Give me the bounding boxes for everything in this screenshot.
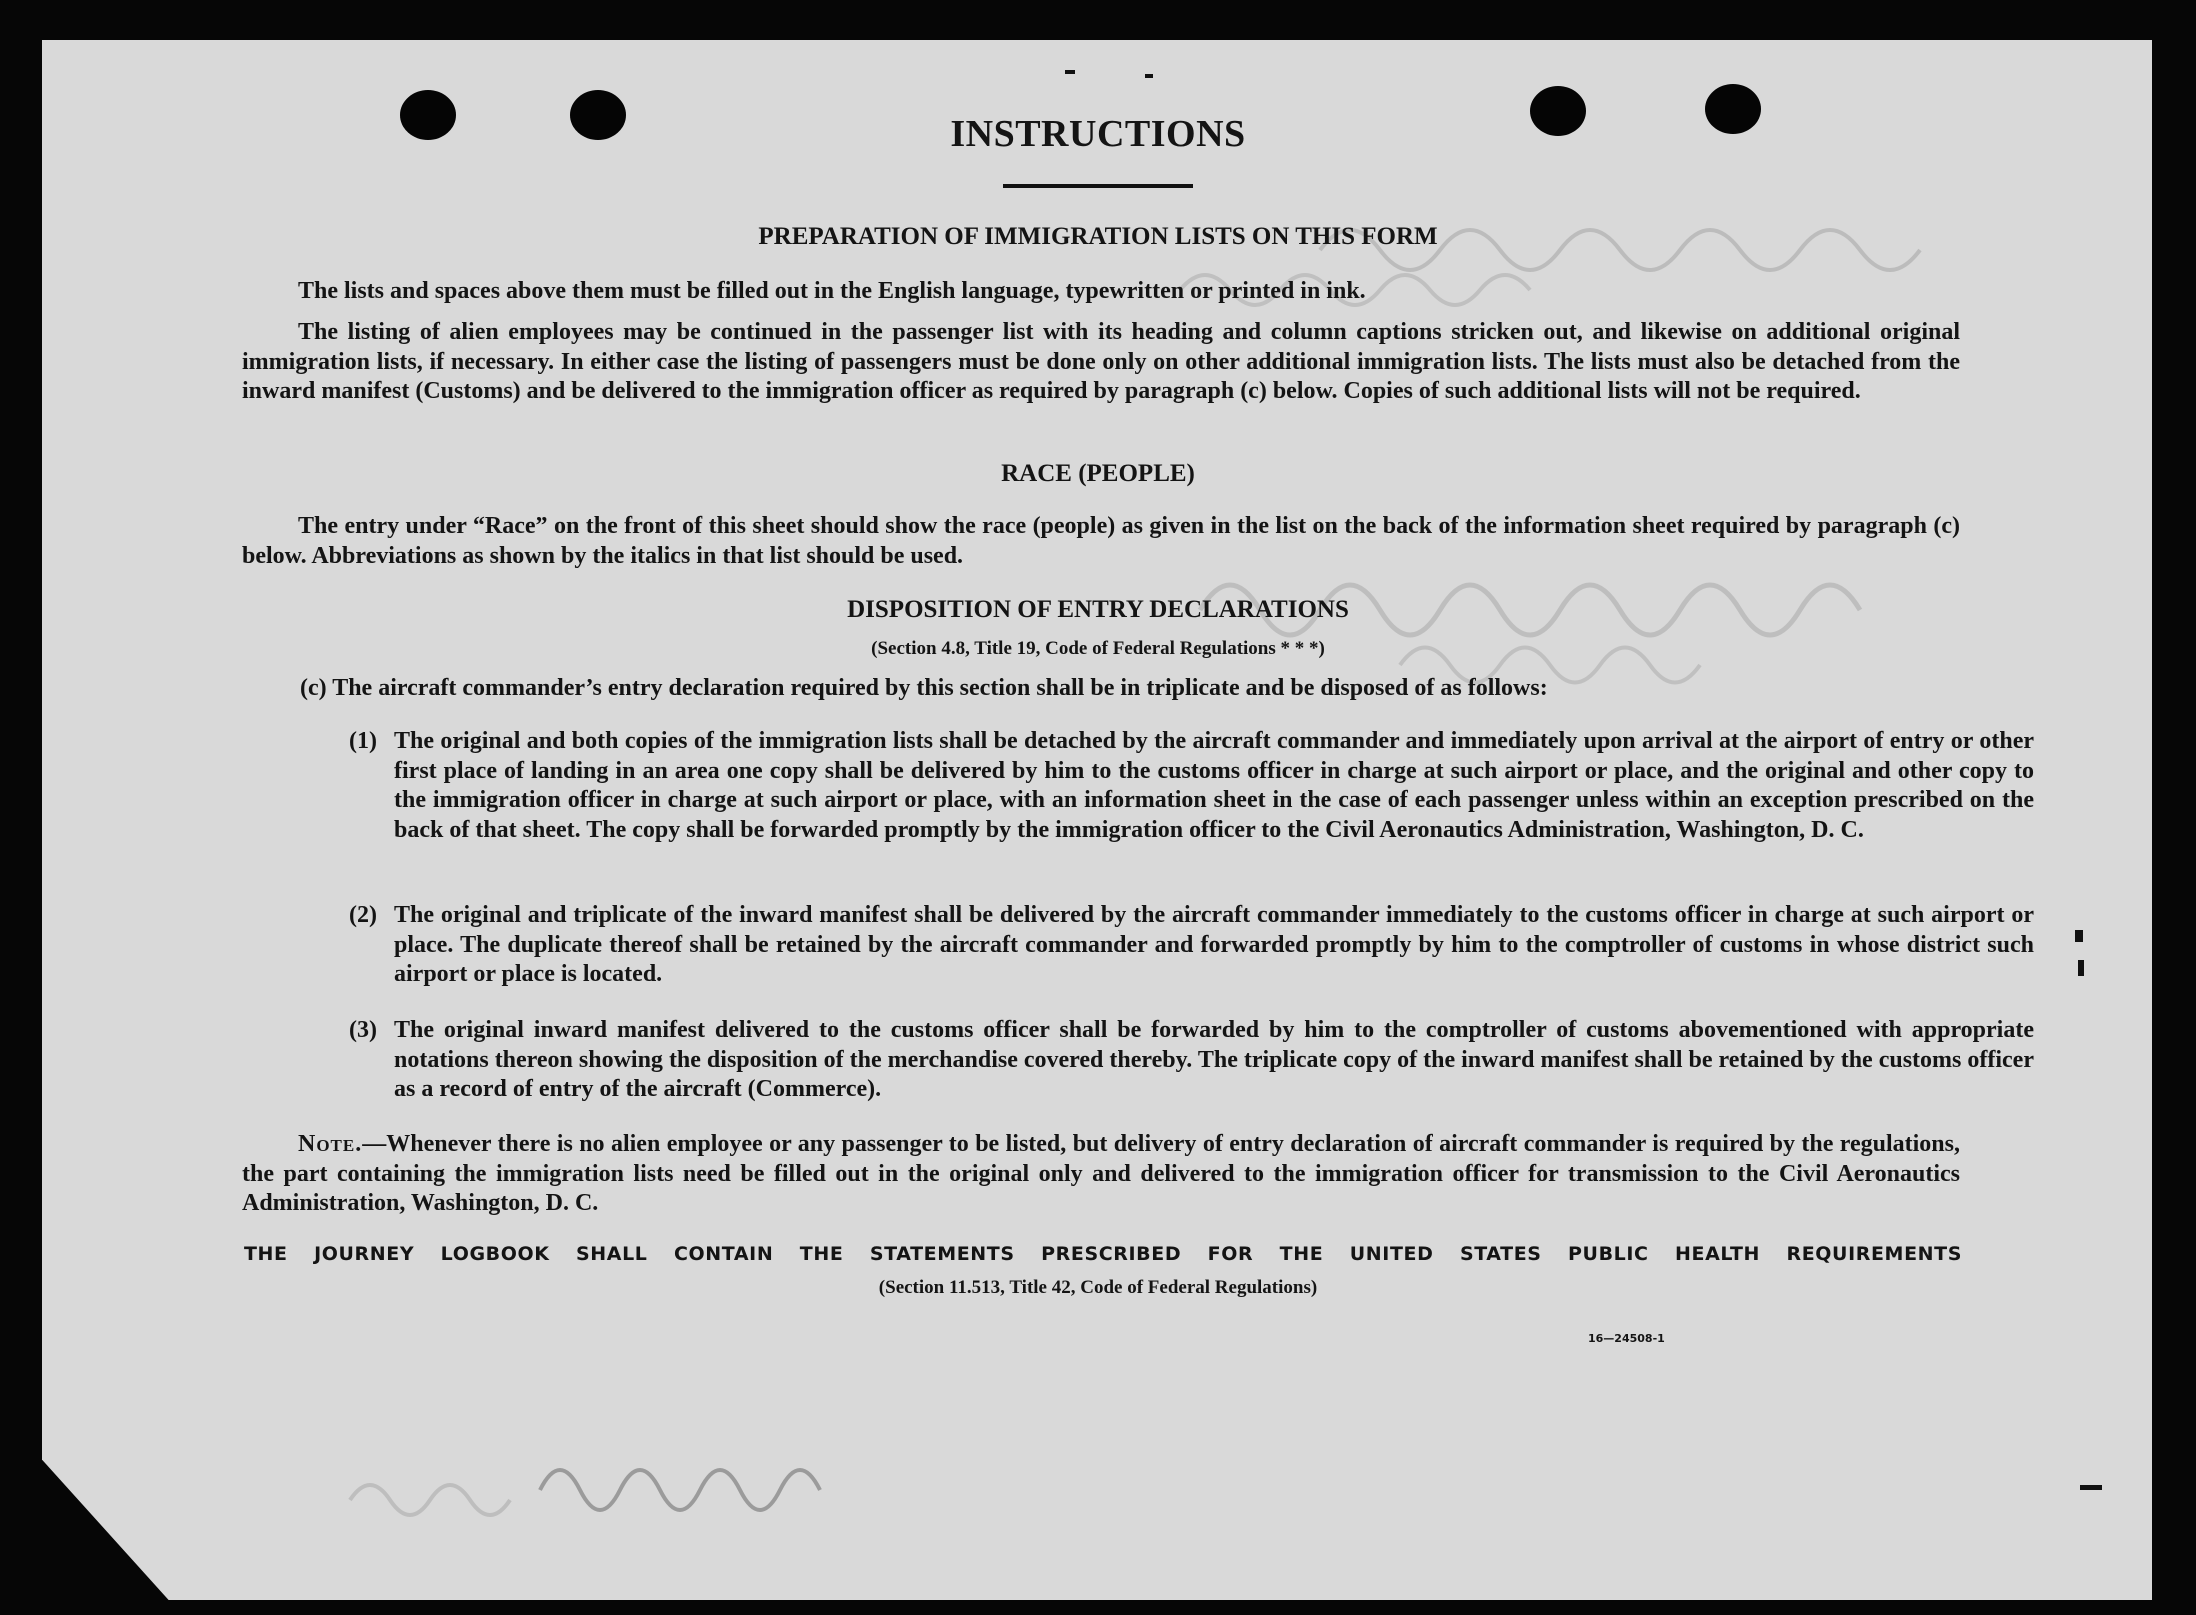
section-heading-preparation: PREPARATION OF IMMIGRATION LISTS ON THIS FORM	[758, 223, 1438, 250]
paragraph-preparation-2: The listing of alien employees may be continued in the passenger list with its heading and column captions stricken out, and likewise on additional original immigration lists, if necessary. In either case the listing of passengers must be done only on other additional immigration lists. The lists must also be detached from the inward manifest (Customs) and be delivered to the immigration officer as required by paragraph (c) below. Copies of such additional lists will not be required.	[242, 319, 1960, 404]
title-underline	[1003, 184, 1193, 188]
form-number: 16—24508-1	[1588, 1332, 1665, 1345]
disposition-intro: (c) The aircraft commander’s entry declaration required by this section shall be in triplicate and be disposed of as follows:	[300, 675, 1548, 701]
logbook-statement: THE JOURNEY LOGBOOK SHALL CONTAIN THE STATEMENTS PRESCRIBED FOR THE UNITED STATES PUBLIC HEALTH REQUIREMENTS	[244, 1243, 1962, 1265]
section-heading-race: RACE (PEOPLE)	[1001, 460, 1195, 487]
logbook-citation: (Section 11.513, Title 42, Code of Federal Regulations)	[878, 1277, 1318, 1298]
disposition-item-1	[320, 727, 2034, 845]
note-label: Note.	[298, 1131, 363, 1157]
disposition-citation: (Section 4.8, Title 19, Code of Federal Regulations * * *)	[871, 638, 1325, 659]
paragraph-race: The entry under “Race” on the front of this sheet should show the race (people) as given in the list on the back of the information sheet required by paragraph (c) below. Abbreviations as shown by the italics in that list should be used.	[242, 513, 1960, 569]
item-text: The original and triplicate of the inward manifest shall be delivered by the aircraft commander immediately to the customs officer in charge at such airport or place. The duplicate thereof shall be retained by the aircraft commander and forwarded promptly by him to the comptroller of customs in whose district such airport or place is located.	[394, 902, 2034, 987]
note-text: —Whenever there is no alien employee or any passenger to be listed, but delivery of entry declaration of aircraft commander is required by the regulations, the part containing the immigration lists need be filled out in the original only and delivered to the immigration officer for transmission to the Civil Aeronautics Administration, Washington, D. C.	[242, 1131, 1960, 1216]
section-heading-disposition: DISPOSITION OF ENTRY DECLARATIONS	[847, 596, 1349, 623]
paragraph-preparation-1: The lists and spaces above them must be filled out in the English language, typewritten or printed in ink.	[298, 278, 1366, 304]
item-text: The original inward manifest delivered to the customs officer shall be forwarded by him to the comptroller of customs abovementioned with appropriate notations thereon showing the disposition of the merchandise covered thereby. The triplicate copy of the inward manifest shall be retained by the customs officer as a record of entry of the aircraft (Commerce).	[394, 1017, 2034, 1102]
item-text: The original and both copies of the immigration lists shall be detached by the aircraft commander and immediately upon arrival at the airport of entry or other first place of landing in an area one copy shall be delivered by him to the customs officer in charge at such airport or place, and the original and other copy to the immigration officer in charge at such airport or place, with an information sheet in the case of each passenger unless within an exception prescribed on the back of that sheet. The copy shall be forwarded promptly by the immigration officer to the Civil Aeronautics Administration, Washington, D. C.	[394, 728, 2034, 843]
disposition-item-3	[320, 1016, 2034, 1105]
item-number: (1)	[349, 728, 377, 754]
item-number: (2)	[349, 902, 377, 928]
note-paragraph	[242, 1130, 1960, 1219]
item-number: (3)	[349, 1017, 377, 1043]
disposition-item-2	[320, 901, 2034, 990]
page-title: INSTRUCTIONS	[950, 113, 1246, 155]
